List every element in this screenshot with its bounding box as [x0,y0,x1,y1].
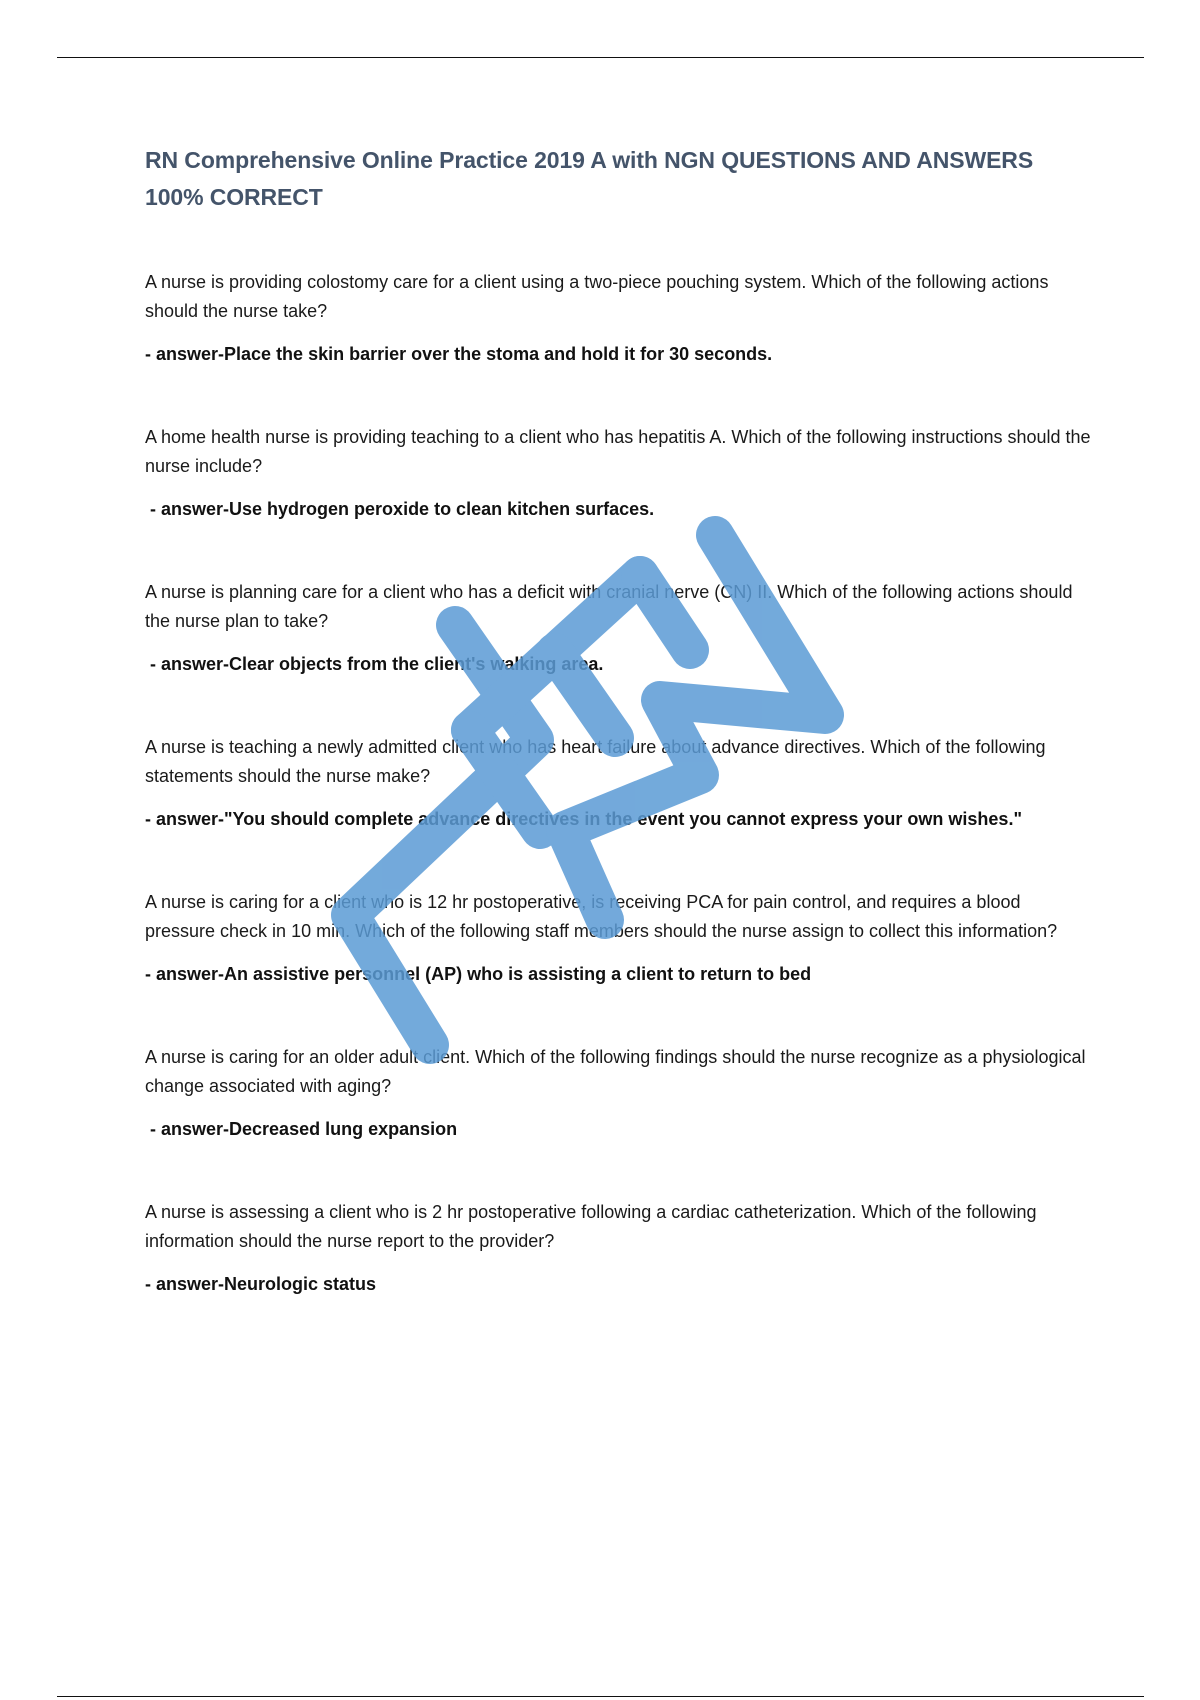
question-text: A nurse is assessing a client who is 2 hr postoperative following a cardiac catheterization. Which of the following information should the nurse report to the provider? [145,1202,1037,1251]
answer-text: - answer-Clear objects from the client's walking area. [150,654,604,674]
answer-text: - answer-An assistive personnel (AP) who is assisting a client to return to bed [145,964,812,984]
document-body [145,142,1095,1353]
top-rule [57,57,1144,58]
qa-item-5 [145,888,1095,988]
qa-item-3 [145,578,1095,678]
answer-text: - answer-"You should complete advance directives in the event you cannot express your own wishes." [145,809,1022,829]
qa-item-1 [145,268,1095,368]
document-title: RN Comprehensive Online Practice 2019 A with NGN QUESTIONS AND ANSWERS 100% CORRECT [145,147,1034,210]
qa-item-4 [145,733,1095,833]
qa-item-6 [145,1043,1095,1143]
qa-item-7 [145,1198,1095,1298]
question-text: A nurse is teaching a newly admitted client who has heart failure about advance directives. Which of the following statements should the nurse make? [145,737,1046,786]
qa-list [145,268,1095,1298]
answer-text: - answer-Decreased lung expansion [150,1119,458,1139]
question-text: A nurse is providing colostomy care for a client using a two-piece pouching system. Which of the following actions should the nurse take? [145,272,1049,321]
bottom-rule [57,1696,1144,1697]
answer-text: - answer-Use hydrogen peroxide to clean kitchen surfaces. [150,499,655,519]
question-text: A nurse is caring for a client who is 12 hr postoperative, is receiving PCA for pain control, and requires a blood pressure check in 10 min. Which of the following staff members should the nurse assign to collect this information? [145,892,1058,941]
answer-text: - answer-Neurologic status [145,1274,377,1294]
question-text: A home health nurse is providing teaching to a client who has hepatitis A. Which of the following instructions should the nurse include? [145,427,1091,476]
qa-item-2 [145,423,1095,523]
question-text: A nurse is planning care for a client who has a deficit with cranial nerve (CN) II. Which of the following actions should the nurse plan to take? [145,582,1073,631]
question-text: A nurse is caring for an older adult client. Which of the following findings should the nurse recognize as a physiological change associated with aging? [145,1047,1086,1096]
answer-text: - answer-Place the skin barrier over the stoma and hold it for 30 seconds. [145,344,773,364]
